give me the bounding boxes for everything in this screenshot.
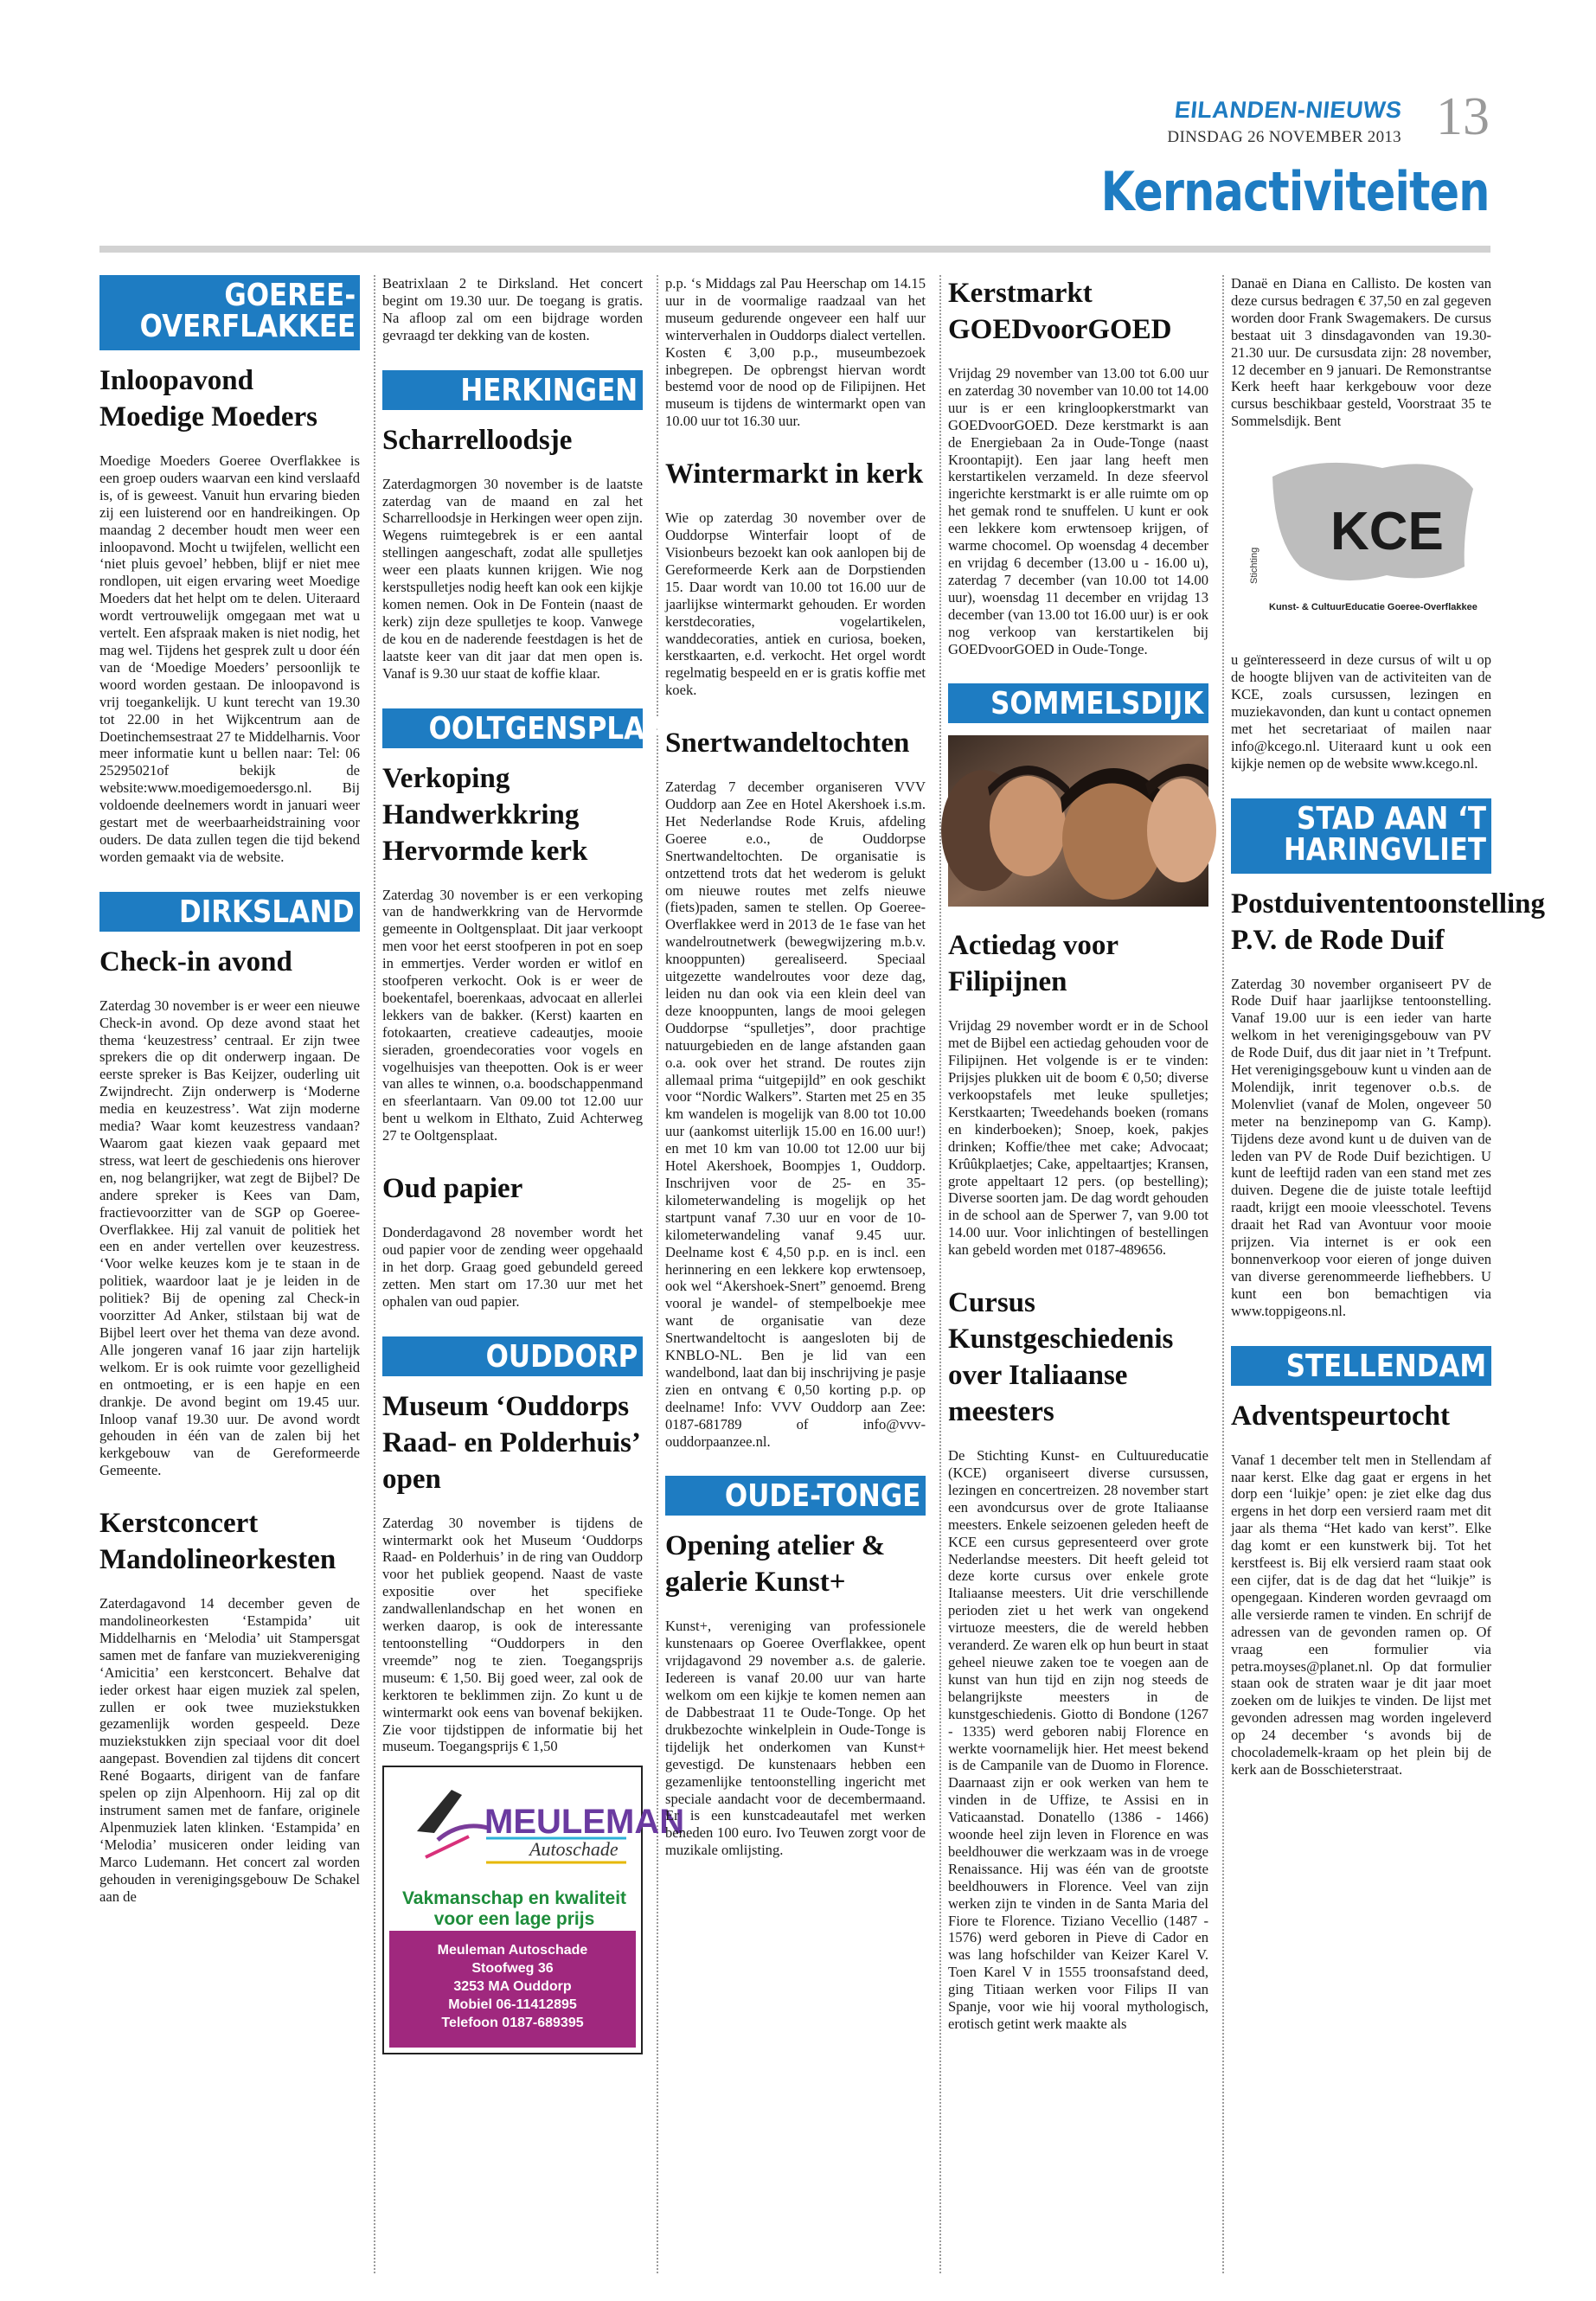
article-body-snertwandeltochten: Zaterdag 7 december organiseren VVV Ouddorp aan Zee en Hotel Akershoek i.s.m. Het Nederlandse Rode Kruis, afdeling Goeree e.o., de Ouddorpse Snertwandeltochten. De organisatie is ontzettend trots dat het wederom is gelukt om nieuwe routes met zelfs nieuwe (fiets)paden, samen te stellen. Op Goeree-Overflakkee werd in 2013 de 1e fase van het wandelroutnetwerk (bewegwijzering m.b.v. knooppunten) gerealiseerd. Speciaal uitgezette wandelroutes voor deze dag, leiden nu dan ook via een klein deel van deze knooppunten, langs de mooi gelegen Ouddorpse “spulletjes”, door prachtige natuurgebieden en de lange afstanden gaan o.a. ook over het strand. De routes zijn allemaal prima “uitgepijld” en ook geschikt voor “Nordic Walkers”. Starten met 25 en 35 km wandelen is mogelijk van 8.00 tot 10.00 uur (aankomst uiterlijk 15.00 en 16.00 uur!) en met 10 km van 10.00 tot 12.00 uur bij Hotel Akershoek, Boompjes 1, Ouddorp. Inschrijven voor de 25- en 35- kilometerwandeling is mogelijk op het startpunt vanaf 7.30 uur en voor de 10-kilometerwandeling vanaf 9.45 uur. Deelname kost € 4,50 p.p. en is incl. een herinnering en een lekkere kop erwtensoep, ook wel “Akershoek-Snert” genoemd. Breng vooral je wandel- of stempelboekje mee want de organisatie van deze Snertwandeltocht is aangesloten bij de KNBLO-NL. Ben je lid van een wandelbond, laat dan bij inschrijving je pasje zien en ontvang € 0,50 korting p.p. op deelname! Info: VVV Ouddorp aan Zee: 0187-681789 of info@vvv-ouddorpaanzee.nl. bbox=[665, 779, 926, 1450]
region-tag-goeree-overflakkee: GOEREE-OVERFLAKKEE bbox=[99, 275, 360, 350]
region-tag-stad-aan-t-haringvliet: STAD AAN ‘T HARINGVLIET bbox=[1231, 798, 1491, 874]
kce-logo bbox=[1231, 437, 1491, 636]
column-divider bbox=[1222, 275, 1224, 2273]
column-3 bbox=[665, 275, 926, 2265]
article-body-kerstconcert: Zaterdagavond 14 december geven de mandolineorkesten ‘Estampida’ uit Middelharnis en ‘Melodia’ uit Stampersgat samen met de fanfare van muziekvereniging ‘Amicitia’ een kerstconcert. Behalve dat ieder orkest haar eigen muziek zal spelen, zullen er ook twee muziekstukken gezamenlijk worden gespeeld. Deze muziekstukken zijn speciaal voor dit doel aangepast. Bovendien zal tijdens dit concert René Bogaarts, dirigent van de fanfare spelen op zijn Alpenhoorn. Hij zal op dit instrument samen met de fanfare, originele Alpenmuziek laten klinken. ‘Estampida’ en ‘Melodia’ musiceren onder leiding van Marco Ludemann. Het concert zal worden gehouden in verenigingsgebouw De Schakel aan de bbox=[99, 1595, 360, 1905]
article-body-scharrelloodsje: Zaterdagmorgen 30 november is de laatste zaterdag van de maand en zal het Scharrelloodsje in Herkingen weer open zijn. Wegens ruimtegebrek is er een aantal stellingen aangeschaft, zodat alle spulletjes weer een plaats kunnen krijgen. Wie nog kerstspulletjes nodig heeft kan ook een kijkje komen nemen. Ook in De Fontein (naast de kerk) zijn deze spulletjes te koop. Vanwege de kou en de naderende feestdagen is het de laatste keer van dit jaar dat men open is. Vanaf is 9.30 uur staat de koffie klaar. bbox=[382, 475, 643, 682]
article-title-check-in: Check-in avond bbox=[99, 945, 292, 977]
column-divider bbox=[939, 275, 941, 2273]
column-divider bbox=[374, 275, 375, 2273]
region-tag-ooltgensplaat: OOLTGENSPLAAT bbox=[382, 708, 643, 748]
article-body-cursus-kunstgeschiedenis: De Stichting Kunst- en Cultuureducatie (KCE) organiseert diverse cursussen, lezingen en concertreizen. 28 november start een avondcursus over de grote Italiaanse meesters. Enkele seizoenen geleden heeft de KCE een cursus gepresenteerd over grote Nederlandse meesters. Dit heeft geleid tot deze korte cursus over enkele grote Italiaanse meesters. Uit drie verschillende perioden ziet u het werk van ongekend virtuoze meesters, die de wereld hebben veranderd. Ze waren elk op hun beurt in staat geheel nieuwe zaken toe te voegen aan de kunst van hun tijd en zijn nog steeds de belangrijkste meesters in de kunstgeschiedenis. Giotto di Bondone (1267 - 1335) werd geboren nabij Florence en werkte voornamelijk hier. Het meest bekend is de Campanile van de Duomo in Florence. Daarnaast zijn er ook werken van hem te vinden in de Uffize, te Assisi en in Vaticaanstad. Donatello (1386 - 1466) woonde heel zijn leven in Florence en was beeldhouwer die werkzaam was in de vroege Renaissance. Hij was één van de grootste beeldhouwers in Florence. Veel van zijn werken zijn te vinden in de Santa Maria del Fiore te Florence. Tiziano Vecellio (1487 - 1576) werd geboren in Pieve di Cador en was lang hofschilder van Keizer Karel V. Toen Karel V in 1555 troonsafstand deed, ging Titiaan werken voor Filips II van Spanje, voor wie hij vooral mythologisch, erotisch getint werk maakte als bbox=[948, 1447, 1208, 2032]
article-title-snertwandeltochten: Snertwandeltochten bbox=[665, 727, 910, 760]
article-title-wintermarkt: Wintermarkt in kerk bbox=[665, 458, 924, 490]
page-number: 13 bbox=[1436, 87, 1490, 146]
article-title-verkoping: Verkoping Handwerkkring Hervormde kerk bbox=[382, 762, 588, 867]
article-body-actiedag: Vrijdag 29 november wordt er in de School met de Bijbel een actiedag gehouden voor de Filipijnen. Het volgende is er te vinden: Prijsjes plukken uit de boom € 0,50; diverse verkoopstafels met leuke spulletjes; Kerstkaarten; Tweedehands boeken (romans en kinderboeken); Snoep, koek, pakjes drinken; Koffie/thee met cake; Advocaat; Krûûkplaetjes; Cake, appeltaartjes; Kransen, grote appeltaart 12 pers. (op bestelling); Diverse soorten jam. De dag wordt gehouden in de school aan de Sperwer 7, van 9.00 tot 14.00 uur. Voor inlichtingen of bestellingen kan gebeld worden met 0187-489656. bbox=[948, 1017, 1208, 1259]
ad-slogan: Vakmanschap en kwaliteit voor een lage prijs bbox=[401, 1888, 627, 1930]
children-photo bbox=[948, 735, 1208, 907]
article-body-kerstmarkt: Vrijdag 29 november van 13.00 tot 6.00 uur en zaterdag 30 november van 10.00 tot 14.00 uur is er een kringloopkerstmarkt van GOEDvoorGOED. Deze kerstmarkt is aan de Energiebaan 2a in Oude-Tonge (naast Kroontapijt). Een jaar lang heeft men kerstartikelen verzameld. In deze sfeervol ingerichte kerstmarkt is er alle ruimte om op het gemak rond te snuffelen. U kunt er ook een lekkere kom erwtensoep krijgen, of warme chocomel. Op woensdag 4 december en vrijdag 6 december (13.00 u - 16.00 u), zaterdag 7 december (van 10.00 tot 14.00 uur), woensdag 11 december en vrijdag 13 december (van 13.00 tot 16.00 uur) is er ook nog verkoop van kerstartikelen bij GOEDvoorGOED in Oude-Tonge. bbox=[948, 365, 1208, 657]
region-tag-sommelsdijk: SOMMELSDIJK bbox=[948, 683, 1208, 723]
article-body-verkoping: Zaterdag 30 november is er een verkoping van de handwerkkring van de Hervormde gemeente in Ooltgensplaat. Dit jaar verkoopt men voor het eerst stoofperen in pot en soep in emmertjes. Verder worden er witlof en stoofperen verkocht. Ook is er weer de boekentafel, boerenkaas, advocaat en allerlei lekkers van de bakker. (Kerst) kaarten en fotokaarten, creatieve cadeautjes, mooie sieraden, groendecoraties voor vogels en vogelhuisjes van theepotten. Ook is er weer van alles te winnen, o.a. boodschappenmand en sfeerlantaarn. Van 09.00 tot 12.00 uur bent u welkom in Elthato, Zuid Achterweg 27 te Ooltgensplaat. bbox=[382, 886, 643, 1144]
column-4 bbox=[948, 275, 1208, 2265]
column-1 bbox=[99, 275, 360, 2265]
article-body-wintermarkt: Wie op zaterdag 30 november over de Ouddorpse Winterfair loopt of de Visionbeurs bezoekt kan ook aanlopen bij de Gereformeerde Kerk aan de Dorpstienden 15. Daar wordt van 10.00 tot 16.00 uur de jaarlijkse wintermarkt gehouden. Er worden kerstdecoraties, vogelartikelen, wanddecoraties, antiek en curiosa, boeken, kerstkaarten, e.d. verkocht. Het orgel wordt regelmatig bespeeld en er is gratis koffie met koek. bbox=[665, 510, 926, 699]
meuleman-logo bbox=[400, 1779, 685, 1876]
section-title: Kernactiviteiten bbox=[1100, 160, 1490, 223]
kce-stichting: Stichting bbox=[1249, 547, 1259, 585]
ad-logo-subtext: Autoschade bbox=[529, 1838, 619, 1861]
article-body-adventspeurtocht: Vanaf 1 december telt men in Stellendam af naar kerst. Elke dag gaat er ergens in het dorp een ‘luikje’ open: je ziet elke dag dus ergens in het dorp een versierd raam met dit jaar als thema “Het kado van kerst”. Elke dag komt er een kunstwerk bij. Tot het kerstfeest is. Bij elk versierd raam staat ook een cijfer, dat is de dag dat het “luikje” is opengegaan. Kinderen worden gevraagd om alle versierde ramen te vinden. En schrijf de adressen van de gevonden ramen op. Of vraag een formulier via petra.moyses@planet.nl. Op dat formulier staan ook de straten waar je dit jaar moet zoeken om de luikjes te vinden. De lijst met gevonden adressen mag worden ingeleverd op 24 december ‘s avonds bij de chocolademelk-kraam op het plein bij de kerk aan de Bosschieterstraat. bbox=[1231, 1451, 1491, 1778]
article-body-inloopavond: Moedige Moeders Goeree Overflakkee is een groep ouders waarvan een kind verslaafd is, of is geweest. Vanuit hun ervaring bieden zij een luisterend oor en handreikingen. Op maandag 2 december houdt men weer een inloopavond. Mocht u twijfelen, wellicht een ‘niet pluis gevoel’ hebben, blijf er niet mee rondlopen, uit eigen ervaring weet Moedige Moeders dat het helpt om te delen. Uiteraard wordt vertrouwelijk omgegaan met wat u vertelt. Een afspraak maken is niet nodig, het mag wel. Tijdens het gesprek zult u door één van de ‘Moedige Moeders’ persoonlijk te woord worden gestaan. De inloopavond is vrij toegankelijk. U kunt terecht van 19.30 tot 22.00 in het Wijkcentrum aan de Doetinchemsestraat 27 te Middelharnis. Voor meer informatie kunt u bellen naar: Tel: 06 25295021of bekijk de website:www.moedigemoedersgo.nl. Bij voldoende deelnemers wordt in januari weer gestart met de weerbaarheidstraining voor ouders. De data zullen tegen die tijd bekend worden gemaakt via de website. bbox=[99, 452, 360, 865]
article-body-oud-papier: Donderdagavond 28 november wordt het oud papier voor de zending weer opgehaald in het dorp. Graag goed gebundeld gereed zetten. Men start om 17.30 uur met het ophalen van oud papier. bbox=[382, 1224, 643, 1310]
column-divider bbox=[657, 275, 658, 2273]
article-body-postduiven: Zaterdag 30 november organiseert PV de Rode Duif haar jaarlijkse tentoonstelling. Vanaf 19.00 uur is een ieder van harte welkom in het verenigingsgebouw van PV de Rode Duif, dus dit jaar niet in ’t Trefpunt. Het verenigingsgebouw kunt u vinden aan de Molendijk, inrit tegenover o.b.s. de Molenvliet (vanaf de Molen, ongeveer 50 meter na benzinepomp van G. Kamp). Tijdens deze avond kunt u de duiven van de leden van PV de Rode Duif bezichtigen. U kunt de leeftijd raden van een stand met zes duiven. Degene die de juiste totale leeftijd raadt, krijgt een mooie vleesschotel. Tevens draait het Rad van Avontuur voor mooie prijzen. Via internet is er ook een bonnenverkoop voor eieren of jonge duiven van diverse gerenommeerde liefhebbers. U kunt een bon bemachtigen via www.toppigeons.nl. bbox=[1231, 975, 1491, 1319]
article-title-postduiven: Postduivententoonstelling P.V. de Rode Duif bbox=[1231, 888, 1546, 956]
region-tag-ouddorp: OUDDORP bbox=[382, 1336, 643, 1376]
column-5 bbox=[1231, 275, 1546, 2265]
article-body-cursus-cont2: u geïnteresseerd in deze cursus of wilt u op de hoogte blijven van de activiteiten van de KCE, zoals cursussen, lezingen en muziekavonden, dan kunt u contact opnemen met het secretariaat of mailen naar info@kcego.nl. Uiteraard kunt u ook een kijkje nemen op de website www.kcego.nl. bbox=[1231, 651, 1491, 772]
region-tag-herkingen: HERKINGEN bbox=[382, 370, 643, 410]
region-tag-dirksland: DIRKSLAND bbox=[99, 892, 360, 932]
article-body-museum: Zaterdag 30 november is tijdens de wintermarkt ook het Museum ‘Ouddorps Raad- en Polderhuis’ in de ring van Ouddorp voor het publiek geopend. Naast de vaste expositie over het specifieke zandwallenlandschap en het wonen en werken daarop, is ook de interessante tentoonstelling “Ouddorpers in den vreemde” nog te zien. Toegangsprijs museum: € 1,50. Bij goed weer, zal ook de kerktoren te beklimmen zijn. Zo kunt u de wintermarkt ook eens van bovenaf bekijken. Zie voor tijdstippen de informatie bij het museum. Toegangsprijs € 1,50 bbox=[382, 1514, 643, 1755]
article-title-museum: Museum ‘Ouddorps Raad- en Polderhuis’ open bbox=[382, 1390, 639, 1495]
article-body-museum-cont: p.p. ‘s Middags zal Pau Heerschap om 14.15 uur in de voormalige raadzaal van het museum gedurende ongeveer een half uur winterverhalen in Ouddorps dialect vertellen. Kosten € 3,00 p.p., museumbezoek inbegrepen. De opbrengst hiervan wordt bestemd voor de nood op de Filipijnen. Het museum is tijdens de wintermarkt open van 10.00 uur tot 16.30 uur. bbox=[665, 275, 926, 430]
article-title-cursus-kunstgeschiedenis: Cursus Kunstgeschiedenis over Italiaanse meesters bbox=[948, 1287, 1174, 1428]
article-body-check-in: Zaterdag 30 november is er weer een nieuwe Check-in avond. Op deze avond staat het thema ‘keuzestress’ centraal. Er zijn twee sprekers die op dit onderwerp ingaan. De eerste spreker is Bas Keijzer, ouderling uit Zwijndrecht. Zijn onderwerp is ‘Moderne media en keuzestress’. Wat zijn moderne media? Waar komt keuzestress vandaan? Waarom gaat kiezen vaak gepaard met stress, wat leert de geschiedenis ons hierover en, nog belangrijker, wat zegt de Bijbel? De andere spreker is Kees van Dam, fractievoorzitter van de SGP op Goeree-Overflakkee. Hij zal vanuit de politiek het een en ander vertellen over keuzestress. ‘Voor welke keuzes kom je te staan in de politiek, waardoor laat je je leiden in de politiek? Bij de opening zal Check-in voorzitter Ad Anker, stilstaan bij wat de Bijbel leert over het thema van deze avond. Alle jongeren vanaf 16 jaar zijn hartelijk welkom. Er is ook ruimte voor gezelligheid en ontmoeting, er is een hapje en een drankje. De avond begint om 19.45 uur. Inloop vanaf 19.30 uur. De avond wordt gehouden in één van de zalen bij het kerkgebouw van de Gereformeerde Gemeente. bbox=[99, 997, 360, 1479]
article-title-adventspeurtocht: Adventspeurtocht bbox=[1231, 1400, 1450, 1432]
article-title-oud-papier: Oud papier bbox=[382, 1173, 523, 1205]
article-body-kunst-plus: Kunst+, vereniging van professionele kunstenaars op Goeree Overflakkee, opent vrijdagavond 29 november a.s. de galerie. Iedereen is vanaf 20.00 uur van harte welkom om een kijkje te komen nemen aan de Dabbestraat 11 te Oude-Tonge. Op het drukbezochte winkelplein in Oude-Tonge is tijdelijk het onderkomen van Kunst+ gevestigd. De kunstenaars hebben een gezamenlijke tentoonstelling ingericht met speciale aandacht voor de decembermaand. Er is een kunstcadeautafel met werken beneden 100 euro. Ivo Teuwen zorgt voor de muzikale omlijsting. bbox=[665, 1618, 926, 1859]
region-tag-oude-tonge: OUDE-TONGE bbox=[665, 1476, 926, 1516]
advertisement-meuleman bbox=[382, 1766, 685, 2054]
newspaper-brand: EILANDEN-NIEUWS bbox=[1172, 97, 1403, 123]
ad-logo-text: MEULEMAN bbox=[484, 1803, 685, 1842]
kce-caption: Kunst- & CultuurEducatie Goeree-Overflakkee bbox=[1269, 602, 1477, 613]
article-title-scharrelloodsje: Scharrelloodsje bbox=[382, 424, 573, 456]
article-title-inloopavond: Inloopavond Moedige Moeders bbox=[99, 365, 317, 433]
ad-address-block: Meuleman Autoschade Stoofweg 36 3253 MA Ouddorp Mobiel 06-11412895 Telefoon 0187-689395 bbox=[389, 1931, 636, 2048]
header-rule bbox=[99, 246, 1490, 253]
kce-logo-text: KCE bbox=[1330, 502, 1444, 562]
article-title-kerstconcert: Kerstconcert Mandolineorkesten bbox=[99, 1508, 337, 1576]
region-tag-stellendam: STELLENDAM bbox=[1231, 1346, 1491, 1386]
article-body-cursus-cont: Danaë en Diana en Callisto. De kosten van deze cursus bedragen € 37,50 en zal gegeven worden door Frank Swagemakers. De cursus bestaat uit 3 dinsdagavonden van 19.30-21.30 uur. De cursusdata zijn: 28 november, 12 december en 9 januari. De Remonstrantse Kerk heeft haar kerkgebouw voor deze cursus beschikbaar gesteld, Voorstraat 35 te Sommelsdijk. Bent bbox=[1231, 275, 1491, 430]
page-header bbox=[0, 0, 1596, 251]
article-title-kerstmarkt: Kerstmarkt GOEDvoorGOED bbox=[948, 278, 1172, 345]
issue-date: DINSDAG 26 NOVEMBER 2013 bbox=[1167, 128, 1401, 146]
article-body-kerstconcert-cont: Beatrixlaan 2 te Dirksland. Het concert begint om 19.30 uur. De toegang is gratis. Na afloop zal om een bijdrage worden gevraagd ter dekking van de kosten. bbox=[382, 275, 643, 343]
article-title-actiedag: Actiedag voor Filipijnen bbox=[948, 930, 1118, 998]
article-title-kunst-plus: Opening atelier & galerie Kunst+ bbox=[665, 1530, 886, 1599]
column-2 bbox=[382, 275, 685, 2265]
